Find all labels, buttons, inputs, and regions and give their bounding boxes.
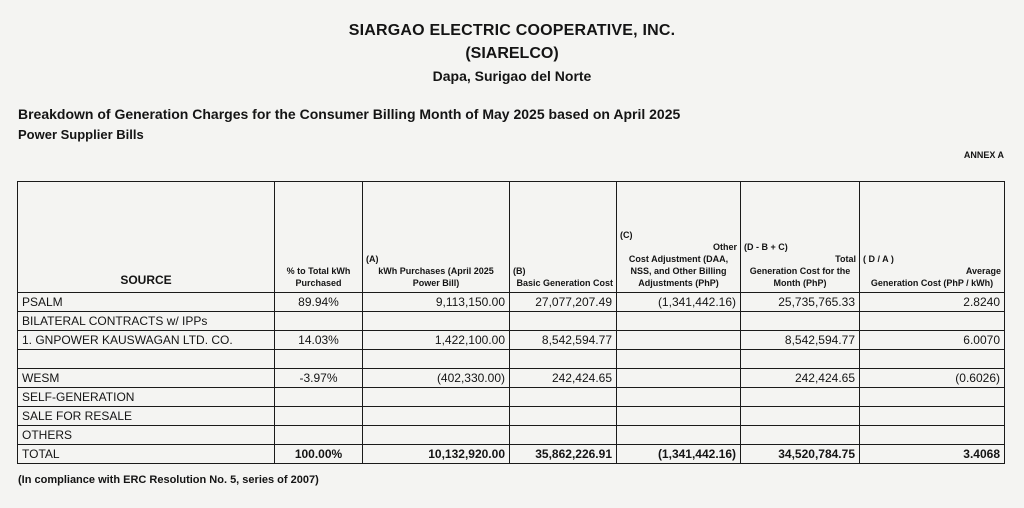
cell-total-kwh: 10,132,920.00 — [363, 445, 510, 464]
cell-pct — [275, 312, 363, 331]
header-average-desc-1: Average — [965, 266, 1001, 276]
cell-total: 25,735,765.33 — [741, 293, 860, 312]
header-other-desc-1: Other — [712, 242, 737, 252]
cell-basic: 27,077,207.49 — [510, 293, 617, 312]
cell-pct — [275, 426, 363, 445]
cell-pct — [275, 388, 363, 407]
header-total-generation-cost — [741, 182, 860, 293]
cell-pct — [275, 350, 363, 369]
cell-other: (1,341,442.16) — [617, 293, 741, 312]
document-title-line-1: Breakdown of Generation Charges for the Consumer Billing Month of May 2025 based on April 2025 — [18, 106, 681, 122]
header-other-cost-adjustment — [617, 182, 741, 293]
cell-average — [860, 407, 1005, 426]
cell-pct: -3.97% — [275, 369, 363, 388]
cell-kwh — [363, 350, 510, 369]
cell-total-pct: 100.00% — [275, 445, 363, 464]
cell-source: OTHERS — [18, 426, 275, 445]
header-pct-total-kwh: % to Total kWh Purchased — [275, 182, 363, 293]
org-abbreviation: (SIARELCO) — [465, 45, 559, 62]
cell-kwh: 1,422,100.00 — [363, 331, 510, 350]
header-kwh-tag: (A) — [366, 254, 379, 264]
header-kwh-purchases — [363, 182, 510, 293]
cell-kwh — [363, 407, 510, 426]
table-row — [18, 407, 1005, 426]
cell-basic — [510, 426, 617, 445]
cell-average: (0.6026) — [860, 369, 1005, 388]
document-title-line-2: Power Supplier Bills — [18, 127, 144, 142]
table-row — [18, 312, 1005, 331]
header-other-tag: (C) — [620, 230, 633, 240]
cell-total: 242,424.65 — [741, 369, 860, 388]
cell-kwh — [363, 312, 510, 331]
cell-source: BILATERAL CONTRACTS w/ IPPs — [18, 312, 275, 331]
cell-source — [18, 350, 275, 369]
cell-source: PSALM — [18, 293, 275, 312]
cell-basic — [510, 388, 617, 407]
cell-other — [617, 350, 741, 369]
cell-source: 1. GNPOWER KAUSWAGAN LTD. CO. — [18, 331, 275, 350]
header-average-desc-2: Generation Cost (PhP / kWh) — [870, 278, 994, 288]
cell-basic: 8,542,594.77 — [510, 331, 617, 350]
org-location: Dapa, Surigao del Norte — [432, 68, 592, 84]
cell-total — [741, 350, 860, 369]
cell-average — [860, 350, 1005, 369]
cell-other — [617, 369, 741, 388]
header-other-desc-2: Cost Adjustment (DAA, NSS, and Other Billing Adjustments (PhP) — [628, 254, 729, 288]
cell-total-basic: 35,862,226.91 — [510, 445, 617, 464]
cell-pct: 14.03% — [275, 331, 363, 350]
cell-basic — [510, 407, 617, 426]
cell-other — [617, 331, 741, 350]
table-total-row — [18, 445, 1005, 464]
header-source: SOURCE — [18, 182, 275, 293]
table-row — [18, 388, 1005, 407]
table-row — [18, 369, 1005, 388]
cell-total-total: 34,520,784.75 — [741, 445, 860, 464]
header-basic-desc: Basic Generation Cost — [516, 278, 613, 288]
compliance-footnote: (In compliance with ERC Resolution No. 5, series of 2007) — [18, 474, 319, 486]
header-average-generation-cost — [860, 182, 1005, 293]
cell-total — [741, 426, 860, 445]
cell-total — [741, 407, 860, 426]
cell-total — [741, 312, 860, 331]
header-basic-generation-cost — [510, 182, 617, 293]
table-row — [18, 293, 1005, 312]
cell-total-label: TOTAL — [18, 445, 275, 464]
cell-other — [617, 407, 741, 426]
org-name: SIARGAO ELECTRIC COOPERATIVE, INC. — [348, 22, 676, 39]
header-basic-tag: (B) — [513, 266, 526, 276]
cell-kwh: (402,330.00) — [363, 369, 510, 388]
cell-basic — [510, 350, 617, 369]
cell-source: SALE FOR RESALE — [18, 407, 275, 426]
table-row — [18, 426, 1005, 445]
cell-kwh: 9,113,150.00 — [363, 293, 510, 312]
header-total-desc-2: Generation Cost for the Month (PhP) — [749, 266, 851, 288]
header-kwh-desc: kWh Purchases (April 2025 Power Bill) — [378, 266, 494, 288]
header-average-tag: ( D / A ) — [863, 254, 894, 264]
header-total-desc-1: Total — [835, 254, 856, 264]
cell-pct: 89.94% — [275, 293, 363, 312]
cell-total-other: (1,341,442.16) — [617, 445, 741, 464]
cell-other — [617, 426, 741, 445]
cell-average — [860, 426, 1005, 445]
cell-source: WESM — [18, 369, 275, 388]
table-header-row — [18, 182, 1005, 293]
cell-kwh — [363, 426, 510, 445]
header-total-tag: (D - B + C) — [744, 242, 788, 252]
cell-average — [860, 388, 1005, 407]
cell-total — [741, 388, 860, 407]
cell-other — [617, 312, 741, 331]
cell-other — [617, 388, 741, 407]
cell-average: 6.0070 — [860, 331, 1005, 350]
cell-kwh — [363, 388, 510, 407]
cell-source: SELF-GENERATION — [18, 388, 275, 407]
table-row — [18, 331, 1005, 350]
cell-total-average: 3.4068 — [860, 445, 1005, 464]
cell-pct — [275, 407, 363, 426]
generation-charges-table — [17, 181, 1005, 464]
cell-total: 8,542,594.77 — [741, 331, 860, 350]
annex-label: ANNEX A — [963, 150, 1004, 160]
table-row — [18, 350, 1005, 369]
cell-basic: 242,424.65 — [510, 369, 617, 388]
cell-basic — [510, 312, 617, 331]
cell-average: 2.8240 — [860, 293, 1005, 312]
cell-average — [860, 312, 1005, 331]
